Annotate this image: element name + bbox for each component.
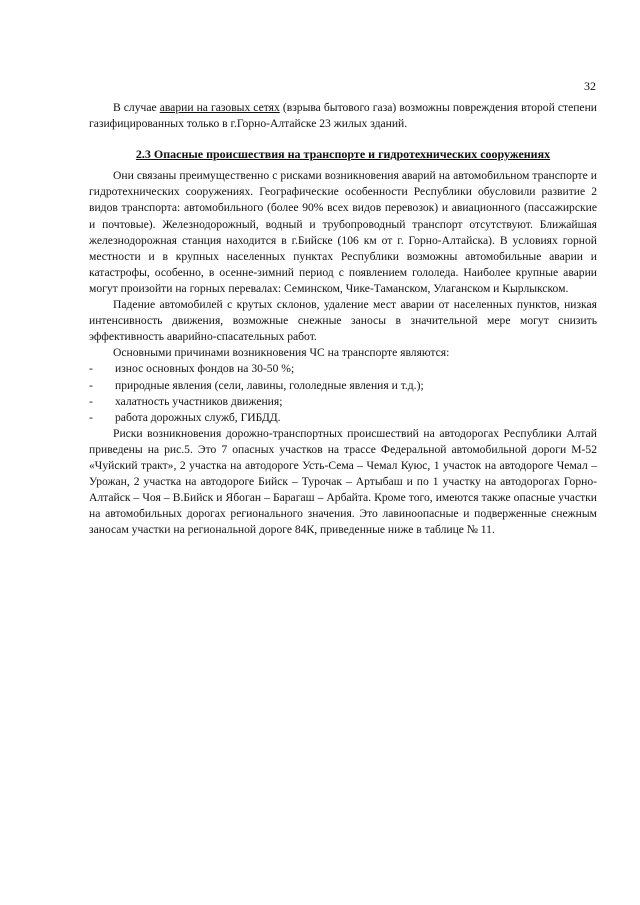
list-item — [89, 394, 597, 410]
document-body — [89, 100, 597, 538]
section-heading: 2.3 Опасные происшествия на транспорте и гидротехнических сооружениях — [135, 147, 551, 162]
paragraph-road-sections: Риски возникновения дорожно-транспортных происшествий на автодорогах Республики Алтай приведены на рис.5. Это 7 опасных участков на трассе Федеральной автомобильной дороги М-52 «Чуйский тракт», 2 участка на автодороге Усть-Сема – Чемал Куюс, 1 участок на автодороге Чемал – Урожан, 2 участка на автодороге Бийск – Турочак – Артыбаш и по 1 участку на автодорогах Горно-Алтайск – Чоя – В.Бийск и Ябоган – Барагаш – Арбайта. Кроме того, имеются также опасные участки на автомобильных дорогах регионального значения. Это лавиноопасные и подверженные снежным заносам участки на региональной дороге 84К, приведенные ниже в таблице № 11. — [89, 426, 597, 537]
list-item — [89, 410, 597, 426]
paragraph-causes-intro: Основными причинами возникновения ЧС на транспорте являются: — [113, 346, 450, 360]
list-item — [89, 378, 597, 394]
list-dash: - — [89, 378, 93, 392]
causes-list — [89, 361, 597, 425]
list-item-text: износ основных фондов на 30-50 %; — [115, 362, 295, 376]
list-item-text: природные явления (сели, лавины, гололедные явления и т.д.); — [115, 378, 424, 392]
intro-paragraph — [89, 100, 597, 132]
gas-network-accident-link: аварии на газовых сетях — [159, 101, 280, 114]
list-dash: - — [89, 410, 93, 424]
intro-text-end: (взрыва бытового газа) возможны повреждения второй степени газифицированных только в г.Горно-Алтайске 23 жилых зданий. — [89, 101, 597, 131]
intro-text-start: В случае — [113, 101, 160, 114]
list-item-text: халатность участников движения; — [115, 394, 283, 408]
list-dash: - — [89, 394, 93, 408]
paragraph-transport-risks: Они связаны преимущественно с рисками возникновения аварий на автомобильном транспорте и гидротехнических сооружениях. Географические особенности Республики обусловили развитие 2 видов транспорта: автомобильного (более 90% всех видов перевозок) и авиационного (пассажирские и почтовые). Железнодорожный, водный и трубопроводный транспорт отсутствуют. Ближайшая железнодорожная станция находится в г.Бийске (106 км от г. Горно-Алтайска). В условиях горной местности и в крупных населенных пунктах Республики возможны автомобильные аварии и катастрофы, особенно, в осенне-зимний период с появлением гололеда. Наиболее крупные аварии могут произойти на горных перевалах: Семинском, Чике-Таманском, Улаганском и Кырлыкском. — [89, 169, 597, 295]
page-number: 32 — [584, 79, 596, 93]
list-item — [89, 361, 597, 377]
list-dash: - — [89, 362, 93, 376]
list-item-text: работа дорожных служб, ГИБДД. — [115, 410, 281, 424]
paragraph-rescue-efficiency: Падение автомобилей с крутых склонов, удаление мест аварии от населенных пунктов, низкая интенсивность движения, возможные снежные заносы в значительной мере могут снизить эффективность аварийно-спасательных работ. — [89, 298, 597, 344]
